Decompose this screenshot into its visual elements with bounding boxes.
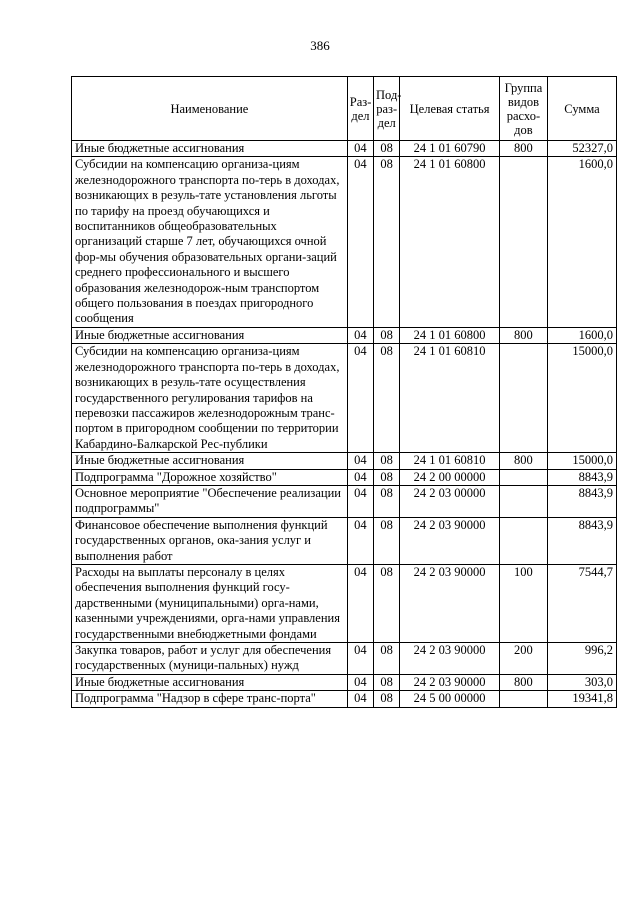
cell-subsection: 08	[374, 485, 400, 517]
cell-name: Иные бюджетные ассигнования	[72, 453, 348, 469]
cell-name: Подпрограмма "Дорожное хозяйство"	[72, 469, 348, 485]
cell-subsection: 08	[374, 327, 400, 343]
cell-group: 800	[499, 453, 547, 469]
cell-sum: 8843,9	[548, 485, 617, 517]
cell-name: Расходы на выплаты персоналу в целях обеспечения выполнения функций госу-дарственными (муниципальными) орга-нами, казенными учреждениями, орга-нами управления государственными внебюджетными фондами	[72, 564, 348, 642]
cell-name: Основное мероприятие "Обеспечение реализации подпрограммы"	[72, 485, 348, 517]
budget-table	[71, 76, 617, 708]
header-group: Группа видов расхо-дов	[499, 77, 547, 141]
cell-name: Иные бюджетные ассигнования	[72, 141, 348, 157]
cell-subsection: 08	[374, 157, 400, 327]
cell-group: 100	[499, 564, 547, 642]
cell-article: 24 2 03 90000	[400, 517, 500, 564]
cell-group: 800	[499, 327, 547, 343]
cell-subsection: 08	[374, 674, 400, 690]
cell-name: Субсидии на компенсацию организа-циям железнодорожного транспорта по-терь в доходах, возникающих в резуль-тате установления льготы по тарифу на проезд обучающихся и воспитанников общеобразовательных организаций старше 7 лет, обучающихся очной фор-мы обучения образовательных органи-заций среднего профессионального и высшего образования железнодорож-ным транспортом общего пользования в поездах пригородного сообщения	[72, 157, 348, 327]
table-row	[72, 691, 617, 707]
cell-name: Подпрограмма "Надзор в сфере транс-порта"	[72, 691, 348, 707]
cell-sum: 52327,0	[548, 141, 617, 157]
cell-section: 04	[347, 564, 373, 642]
cell-group	[499, 517, 547, 564]
cell-name: Иные бюджетные ассигнования	[72, 327, 348, 343]
cell-section: 04	[347, 691, 373, 707]
cell-section: 04	[347, 469, 373, 485]
cell-article: 24 2 03 90000	[400, 643, 500, 675]
cell-subsection: 08	[374, 344, 400, 453]
cell-section: 04	[347, 643, 373, 675]
cell-group	[499, 485, 547, 517]
page-number: 386	[310, 38, 330, 53]
cell-section: 04	[347, 344, 373, 453]
table-row	[72, 453, 617, 469]
cell-subsection: 08	[374, 469, 400, 485]
cell-name: Финансовое обеспечение выполнения функций государственных органов, ока-зания услуг и выполнения работ	[72, 517, 348, 564]
header-name: Наименование	[72, 77, 348, 141]
cell-subsection: 08	[374, 453, 400, 469]
header-article: Целевая статья	[400, 77, 500, 141]
table-row	[72, 141, 617, 157]
cell-group: 800	[499, 141, 547, 157]
cell-sum: 303,0	[548, 674, 617, 690]
cell-group: 800	[499, 674, 547, 690]
cell-article: 24 2 03 90000	[400, 674, 500, 690]
table-row	[72, 643, 617, 675]
table-row	[72, 485, 617, 517]
cell-sum: 19341,8	[548, 691, 617, 707]
cell-section: 04	[347, 141, 373, 157]
cell-sum: 8843,9	[548, 469, 617, 485]
cell-article: 24 2 03 90000	[400, 564, 500, 642]
table-row	[72, 344, 617, 453]
cell-sum: 15000,0	[548, 453, 617, 469]
cell-group	[499, 157, 547, 327]
cell-group	[499, 344, 547, 453]
cell-group: 200	[499, 643, 547, 675]
table-header-row	[72, 77, 617, 141]
cell-name: Субсидии на компенсацию организа-циям железнодорожного транспорта по-терь в доходах, возникающих в резуль-тате осуществления государственного регулирования тарифов на перевозки пассажиров железнодорожным транс-портом в пригородном сообщении по территории Кабардино-Балкарской Рес-публики	[72, 344, 348, 453]
cell-article: 24 1 01 60800	[400, 157, 500, 327]
cell-article: 24 1 01 60790	[400, 141, 500, 157]
cell-subsection: 08	[374, 643, 400, 675]
table-row	[72, 564, 617, 642]
cell-name: Закупка товаров, работ и услуг для обеспечения государственных (муници-пальных) нужд	[72, 643, 348, 675]
header-section: Раз-дел	[347, 77, 373, 141]
cell-section: 04	[347, 674, 373, 690]
cell-subsection: 08	[374, 517, 400, 564]
table-row	[72, 674, 617, 690]
cell-group	[499, 691, 547, 707]
cell-name: Иные бюджетные ассигнования	[72, 674, 348, 690]
cell-section: 04	[347, 485, 373, 517]
table-row	[72, 327, 617, 343]
cell-sum: 15000,0	[548, 344, 617, 453]
header-sum: Сумма	[548, 77, 617, 141]
cell-sum: 996,2	[548, 643, 617, 675]
cell-section: 04	[347, 453, 373, 469]
cell-section: 04	[347, 157, 373, 327]
cell-article: 24 2 00 00000	[400, 469, 500, 485]
header-subsection: Под-раз-дел	[374, 77, 400, 141]
table-row	[72, 157, 617, 327]
cell-sum: 7544,7	[548, 564, 617, 642]
cell-group	[499, 469, 547, 485]
cell-sum: 1600,0	[548, 327, 617, 343]
cell-article: 24 1 01 60800	[400, 327, 500, 343]
cell-article: 24 2 03 00000	[400, 485, 500, 517]
cell-sum: 1600,0	[548, 157, 617, 327]
cell-article: 24 5 00 00000	[400, 691, 500, 707]
cell-article: 24 1 01 60810	[400, 344, 500, 453]
cell-subsection: 08	[374, 564, 400, 642]
table-row	[72, 517, 617, 564]
table-row	[72, 469, 617, 485]
cell-article: 24 1 01 60810	[400, 453, 500, 469]
cell-sum: 8843,9	[548, 517, 617, 564]
table-body	[72, 141, 617, 708]
cell-section: 04	[347, 517, 373, 564]
cell-section: 04	[347, 327, 373, 343]
cell-subsection: 08	[374, 691, 400, 707]
cell-subsection: 08	[374, 141, 400, 157]
